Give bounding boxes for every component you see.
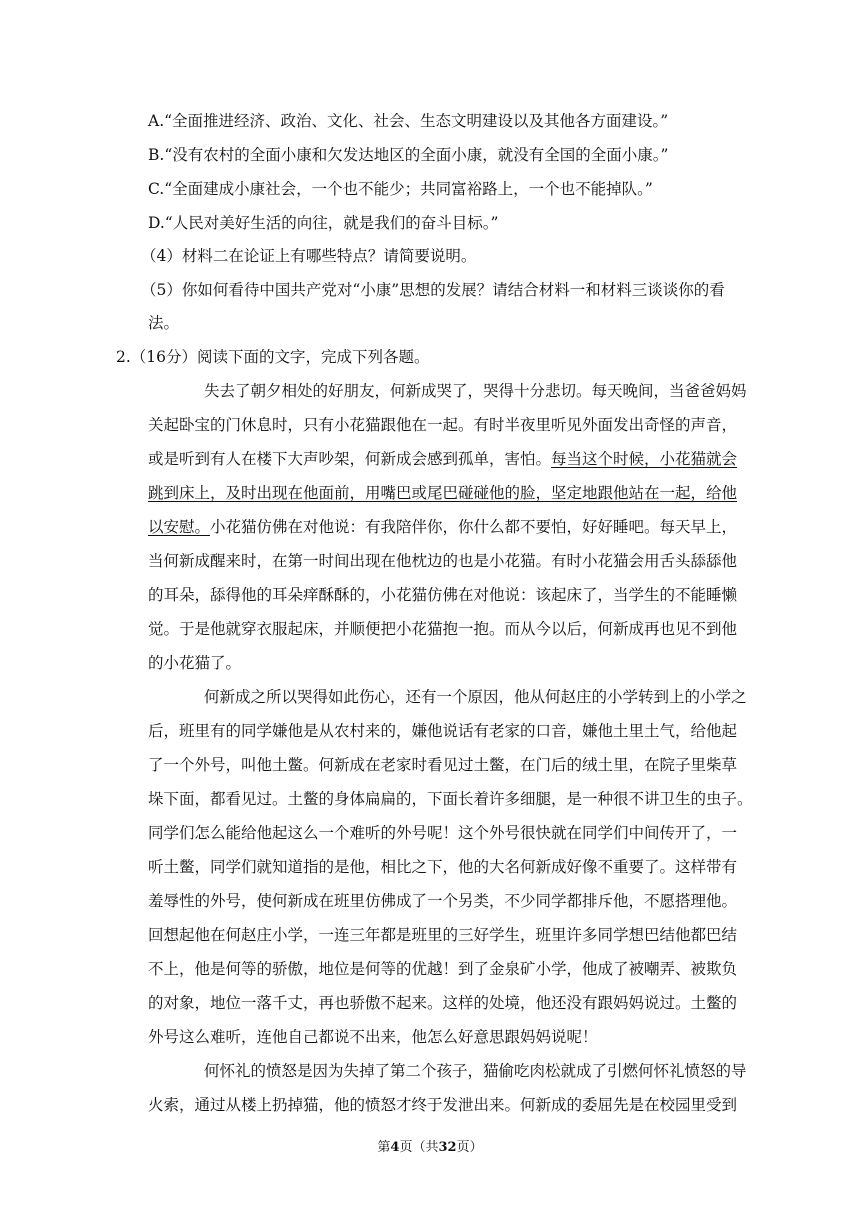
total-page-count: 32 (438, 1140, 457, 1155)
footer-middle: 页（共 (399, 1140, 439, 1155)
paragraph-1-line-6: 当何新成醒来时，在第一时间出现在他枕边的也是小花猫。有时小花猫会用舌头舔舔他 (148, 552, 738, 570)
paragraph-2-line-5: 同学们怎么能给他起这么一个难听的外号呢！这个外号很快就在同学们中间传开了，一 (148, 824, 738, 842)
paragraph-2-line-3: 了一个外号，叫他土鳖。何新成在老家时看见过土鳖，在门后的绒土里，在院子里柴草 (148, 756, 738, 774)
paragraph-2-line-8: 回想起他在何赵庄小学，一连三年都是班里的三好学生，班里许多同学想巴结他都巴结 (148, 926, 738, 944)
underlined-text: 每当这个时候，小花猫就会 (551, 450, 738, 468)
footer-suffix: 页） (456, 1140, 483, 1155)
option-a: A.“全面推进经济、政治、文化、社会、生态文明建设以及其他各方面建设。” (148, 112, 669, 130)
question-2-header: 2.（16分）阅读下面的文字，完成下列各题。 (116, 348, 430, 366)
current-page-number: 4 (390, 1140, 400, 1155)
paragraph-3-line-1: 何怀礼的愤怒是因为失掉了第二个孩子，猫偷吃肉松就成了引燃何怀礼愤怒的导 (204, 1062, 747, 1080)
paragraph-2-line-6: 听土鳖，同学们就知道指的是他，相比之下，他的大名何新成好像不重要了。这样带有 (148, 858, 738, 876)
paragraph-2-line-9: 不上，他是何等的骄傲，地位是何等的优越！到了金泉矿小学，他成了被嘲弄、被欺负 (148, 960, 738, 978)
paragraph-1-line-3 (148, 449, 737, 469)
paragraph-2-line-1: 何新成之所以哭得如此伤心，还有一个原因，他从何赵庄的小学转到上的小学之 (204, 688, 747, 706)
paragraph-2-line-11: 外号这么难听，连他自己都说不出来，他怎么好意思跟妈妈说呢！ (148, 1028, 598, 1046)
option-b: B.“没有农村的全面小康和欠发达地区的全面小康，就没有全国的全面小康。” (148, 146, 669, 164)
underlined-text: 以安慰。 (148, 518, 211, 536)
paragraph-1-line-5 (148, 517, 737, 537)
paragraph-1-line-1: 失去了朝夕相处的好朋友，何新成哭了，哭得十分悲切。每天晚间，当爸爸妈妈 (204, 382, 747, 400)
question-5-line-1: （5）你如何看待中国共产党对“小康”思想的发展？请结合材料一和材料三谈谈你的看 (141, 281, 725, 299)
paragraph-2-line-10: 的对象，地位一落千丈，再也骄傲不起来。这样的处境，他还没有跟妈妈说过。土鳖的 (148, 994, 738, 1012)
paragraph-1-line-9: 的小花猫了。 (148, 654, 242, 672)
paragraph-2-line-7: 羞辱性的外号，使何新成在班里仿佛成了一个另类，不少同学都排斥他，不愿搭理他。 (148, 892, 738, 910)
plain-text: 或是听到有人在楼下大声吵架，何新成会感到孤单，害怕。 (148, 450, 552, 468)
page-footer (0, 1140, 860, 1156)
question-4: （4）材料二在论证上有哪些特点？请简要说明。 (141, 247, 477, 265)
paragraph-2-line-2: 后，班里有的同学嫌他是从农村来的，嫌他说话有老家的口音，嫌他土里土气，给他起 (148, 722, 738, 740)
plain-text: 小花猫仿佛在对他说：有我陪伴你，你什么都不要怕，好好睡吧。每天早上， (210, 518, 738, 536)
footer-prefix: 第 (377, 1140, 391, 1155)
paragraph-1-line-4: 跳到床上，及时出现在他面前，用嘴巴或尾巴碰碰他的脸，坚定地跟他站在一起，给他 (148, 484, 738, 502)
paragraph-1-line-7: 的耳朵，舔得他的耳朵痒酥酥的，小花猫仿佛在对他说：该起床了，当学生的不能睡懒 (148, 586, 738, 604)
question-5-line-2: 法。 (148, 314, 180, 332)
paragraph-1-line-8: 觉。于是他就穿衣服起床，并顺便把小花猫抱一抱。而从今以后，何新成再也见不到他 (148, 620, 738, 638)
option-d: D.“人民对美好生活的向往，就是我们的奋斗目标。” (148, 214, 499, 232)
paragraph-3-line-2: 火索，通过从楼上扔掉猫，他的愤怒才终于发泄出来。何新成的委屈先是在校园里受到 (148, 1096, 738, 1114)
option-c: C.“全面建成小康社会，一个也不能少；共同富裕路上，一个也不能掉队。” (148, 180, 653, 198)
paragraph-1-line-2: 关起卧宝的门休息时，只有小花猫跟他在一起。有时半夜里听见外面发出奇怪的声音， (148, 416, 738, 434)
paragraph-2-line-4: 垛下面，都看见过。土鳖的身体扁扁的，下面长着许多细腿，是一种很不讲卫生的虫子。 (148, 790, 753, 808)
